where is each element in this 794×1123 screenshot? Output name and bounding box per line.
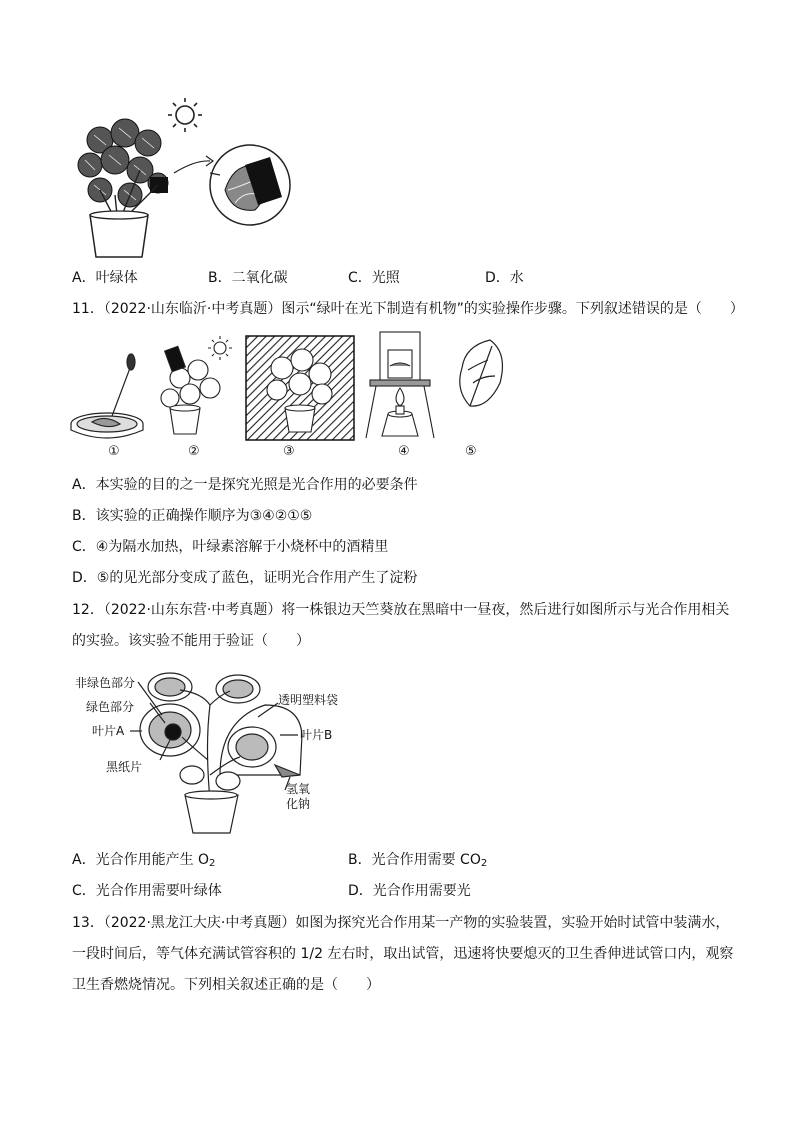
label-leaf-a: 叶片A [92,724,125,738]
q11-stem: 11．（2022·山东临沂·中考真题）图示“绿叶在光下制造有机物”的实验操作步骤。下列叙述错误的是（ ） [72,301,744,317]
step1-petri-dish-icon [71,354,143,438]
black-paper-icon [165,724,181,740]
q12-option-d[interactable]: D．光合作用需要光 [348,883,471,899]
q12-option-b[interactable]: B．光合作用需要 $CO_2$ [348,852,488,869]
q10-option-a[interactable]: A．叶绿体 [72,270,138,286]
step5-leaf-icon [460,340,503,406]
label-naoh-2: 化钠 [286,797,311,811]
q11-option-c[interactable]: C．④为隔水加热，叶绿素溶解于小烧杯中的酒精里 [72,539,389,555]
q12-figure [70,665,360,835]
q12-option-a[interactable]: A．光合作用能产生 $O_2$ [72,852,216,869]
q10-plant-illustration [70,95,300,260]
pot-icon [90,215,148,257]
q12-plant-illustration [70,665,360,835]
q11-figure [70,328,510,463]
q10-figure [70,95,300,260]
q11-option-a[interactable]: A．本实验的目的之一是探究光照是光合作用的必要条件 [72,477,418,493]
arrow-icon [174,161,210,173]
label-leaf-b: 叶片B [300,728,333,742]
q13-line3: 卫生香燃烧情况。下列相关叙述正确的是（ ） [72,977,380,993]
q11-step-label-2: ② [188,444,200,459]
label-naoh-1: 氢氧 [286,782,311,796]
q10-option-c[interactable]: C．光照 [348,270,400,286]
q13-line1: 13．（2022·黑龙江大庆·中考真题）如图为探究光合作用某一产物的实验装置，实验开始时试管中装满水， [72,915,730,931]
sun-icon [168,98,202,132]
q11-option-d[interactable]: D．⑤的见光部分变成了蓝色，证明光合作用产生了淀粉 [72,570,418,586]
q12-option-c[interactable]: C．光合作用需要叶绿体 [72,883,222,899]
q12-stem-line2: 的实验。该实验不能用于验证（ ） [72,633,310,649]
step4-water-bath-icon [366,332,434,438]
q11-step-label-3: ③ [283,444,295,459]
q11-step-label-1: ① [108,444,120,459]
q11-step-label-4: ④ [398,444,410,459]
step2-plant-icon [161,336,232,434]
q11-option-b[interactable]: B．该实验的正确操作顺序为③④②①⑤ [72,508,313,524]
q13-line2: 一段时间后，等气体充满试管容积的 1/2 左右时，取出试管，迅速将快要熄灭的卫生香伸进试管口内，观察 [72,946,734,962]
q11-step-label-5: ⑤ [465,444,477,459]
q10-option-d[interactable]: D．水 [485,270,524,286]
plant-leaves [78,119,168,207]
q11-steps-illustration [70,328,510,463]
label-green-part: 绿色部分 [86,700,135,714]
label-black-paper: 黑纸片 [106,760,143,774]
label-plastic-bag: 透明塑料袋 [278,693,339,707]
q12-stem-line1: 12．（2022·山东东营·中考真题）将一株银边天竺葵放在黑暗中一昼夜，然后进行如图所示与光合作用相关 [72,602,730,618]
label-non-green-part: 非绿色部分 [75,676,136,690]
q10-option-b[interactable]: B．二氧化碳 [208,270,288,286]
